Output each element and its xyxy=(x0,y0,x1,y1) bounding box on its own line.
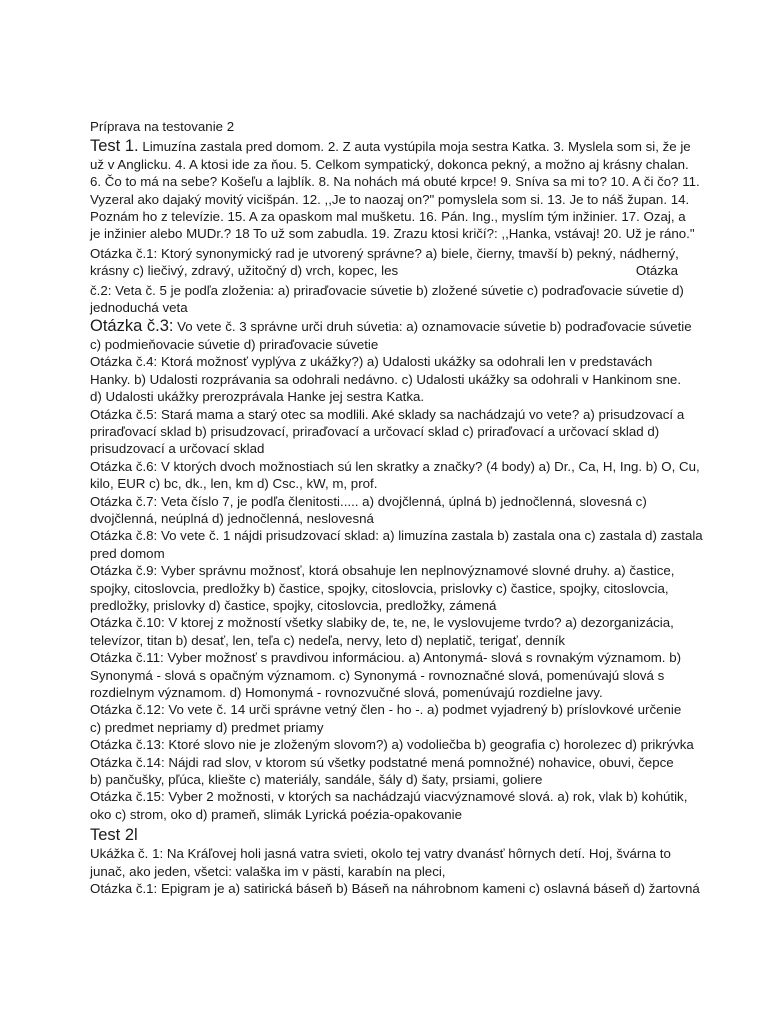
text-line: je inžinier alebo MUDr.? 18 To už som zabudla. 19. Zrazu ktosi kričí?: ,,Hanka, vstávaj! 20. Už je ráno." xyxy=(90,226,695,242)
text-line: dvojčlenná, neúplná d) jednočlenná, neslovesná xyxy=(90,510,374,526)
question-1-text: Ktorý synonymický rad je utvorený správne? a) biele, čierny, tmavší b) pekný, nádherný, xyxy=(157,245,679,261)
text-line: televízor, titan b) desať, len, teľa c) nedeľa, nervy, leto d) neplatič, terigať, denník xyxy=(90,632,566,648)
text-line: Otázka č.13: Ktoré slovo nie je zloženým slovom?) a) vodoliečba b) geografia c) horolezec d) prikrývka xyxy=(90,737,694,753)
test1-first-line xyxy=(90,137,691,156)
text-line: Hanky. b) Udalosti rozprávania sa odohrali nedávno. c) Udalosti ukážky sa odohrali v Hankinom sne. xyxy=(90,371,682,387)
test1-heading: Test 1. xyxy=(90,137,139,156)
text-line: d) Udalosti ukážky prerozprávala Hanke jej sestra Katka. xyxy=(90,389,425,405)
text-line: 6. Čo to má na sebe? Košeľu a lajblík. 8. Na nohách má obuté krpce! 9. Sníva sa mi to? 10. A či čo? 11. xyxy=(90,174,700,190)
question-3-prefix: Otázka č.3: xyxy=(90,317,174,336)
text-line: Poznám ho z televízie. 15. A za opaskom mal mušketu. 16. Pán. Ing., myslím tým inžinier. 17. Ozaj, a xyxy=(90,209,686,225)
test1-text: Limuzína zastala pred domom. 2. Z auta vystúpila moja sestra Katka. 3. Myslela som si, že je xyxy=(142,139,691,155)
text-line: junač, ako jeden, všetci: valaška im v pästi, karabín na pleci, xyxy=(90,863,446,879)
text-line: Otázka č.4: Ktorá možnosť vyplýva z ukážky?) a) Udalosti ukážky sa odohrali len v predstavách xyxy=(90,354,653,370)
text-line: Otázka č.11: Vyber možnosť s pravdivou informáciou. a) Antonymá- slová s rovnakým významom. b) xyxy=(90,650,682,666)
text-line: prisudzovací a určovací sklad xyxy=(90,441,265,457)
text-line: Vyzeral ako dajaký movitý vicišpán. 12. ,,Je to naozaj on?" pomyslela som si. 13. Je to náš župan. 14. xyxy=(90,191,690,207)
question-1-options: krásny c) liečivý, zdravý, užitočný d) vrch, kopec, les xyxy=(90,263,399,279)
text-line: Otázka č.5: Stará mama a starý otec sa modlili. Aké sklady sa nachádzajú vo vete? a) prisudzovací a xyxy=(90,406,685,422)
text-line: Otázka č.6: V ktorých dvoch možnostiach sú len skratky a značky? (4 body) a) Dr., Ca, H, Ing. b) O, Cu, xyxy=(90,458,700,474)
question-1-prefix: Otázka č.1: xyxy=(90,245,158,261)
text-line: c) predmet nepriamy d) predmet priamy xyxy=(90,719,324,735)
question-2-prefix: Otázka xyxy=(635,263,678,279)
text-line: predložky, prislovky d) častice, spojky, citoslovcia, predložky, zámená xyxy=(90,597,497,613)
test2-heading: Test 2l xyxy=(90,826,138,845)
question-3-text: Vo vete č. 3 správne urči druh súvetia: a) oznamovacie súvetie b) podraďovacie súvetie xyxy=(173,319,692,335)
text-line: Otázka č.12: Vo vete č. 14 urči správne vetný člen - ho -. a) podmet vyjadrený b) príslovkové určenie xyxy=(90,702,682,718)
text-line: Otázka č.8: Vo vete č. 1 nájdi prisudzovací sklad: a) limuzína zastala b) zastala ona c) zastala d) zastala xyxy=(90,528,703,544)
text-line: spojky, citoslovcia, predložky b) častice, spojky, citoslovcia, prislovky c) častice, spojky, citoslovcia, xyxy=(90,580,669,596)
text-line: Otázka č.1: Epigram je a) satirická báseň b) Báseň na náhrobnom kameni c) oslavná báseň d) žartovná xyxy=(90,881,700,897)
text-line: oko c) strom, oko d) prameň, slimák Lyrická poézia-opakovanie xyxy=(90,806,462,822)
question-2-line1: č.2: Veta č. 5 je podľa zloženia: a) priraďovacie súvetie b) zložené súvetie c) podraďovacie súvetie d) xyxy=(90,282,684,298)
text-line: Otázka č.7: Veta číslo 7, je podľa členitosti..... a) dvojčlenná, úplná b) jednočlenná, slovesná c) xyxy=(90,493,647,509)
question-3-line2: c) podmieňovacie súvetie d) priraďovacie súvetie xyxy=(90,336,379,352)
text-line: b) pančušky, pľúca, kliešte c) materiály, sandále, šály d) šaty, prsiami, goliere xyxy=(90,772,543,788)
text-line: priraďovací sklad b) prisudzovací, priraďovací a určovací sklad c) priraďovací a určovací sklad d) xyxy=(90,423,660,439)
questions-body xyxy=(90,353,703,823)
question-1-line2 xyxy=(90,262,678,279)
text-line: kilo, EUR c) bc, dk., len, km d) Csc., kW, m, prof. xyxy=(90,476,378,492)
question-1-line1 xyxy=(90,245,678,262)
text-line: Synonymá - slová s opačným významom. c) Synonymá - rovnoznačné slová, pomenúvajú slová s xyxy=(90,667,665,683)
text-line: Otázka č.10: V ktorej z možností všetky slabiky de, te, ne, le vyslovujeme tvrdo? a) dezorganizácia, xyxy=(90,615,674,631)
text-line: rozdielnym významom. d) Homonymá - rovnozvučné slová, pomenúvajú rozdielne javy. xyxy=(90,685,603,700)
text-line: Ukážka č. 1: Na Kráľovej holi jasná vatra svieti, okolo tej vatry dvanásť hôrnych detí. Hoj, švárna to xyxy=(90,846,671,862)
text-line: Otázka č.14: Nájdi rad slov, v ktorom sú všetky podstatné mená pomnožné) nohavice, obuvi, čepce xyxy=(90,754,674,770)
document-title: Príprava na testovanie 2 xyxy=(90,119,235,134)
text-line: Otázka č.15: Vyber 2 možnosti, v ktorých sa nachádzajú viacvýznamové slová. a) rok, vlak b) kohútik, xyxy=(90,789,688,805)
text-line: Otázka č.9: Vyber správnu možnosť, ktorá obsahuje len neplnovýznamové slovné druhy. a) častice, xyxy=(90,563,675,579)
text-line: už v Anglicku. 4. A ktosi ide za ňou. 5. Celkom sympatický, dokonca pekný, a možno aj krásny chalan. xyxy=(90,156,689,172)
question-2-line2: jednoduchá veta xyxy=(90,300,188,316)
text-line: pred domom xyxy=(90,545,165,561)
question-3-line1 xyxy=(90,317,692,336)
